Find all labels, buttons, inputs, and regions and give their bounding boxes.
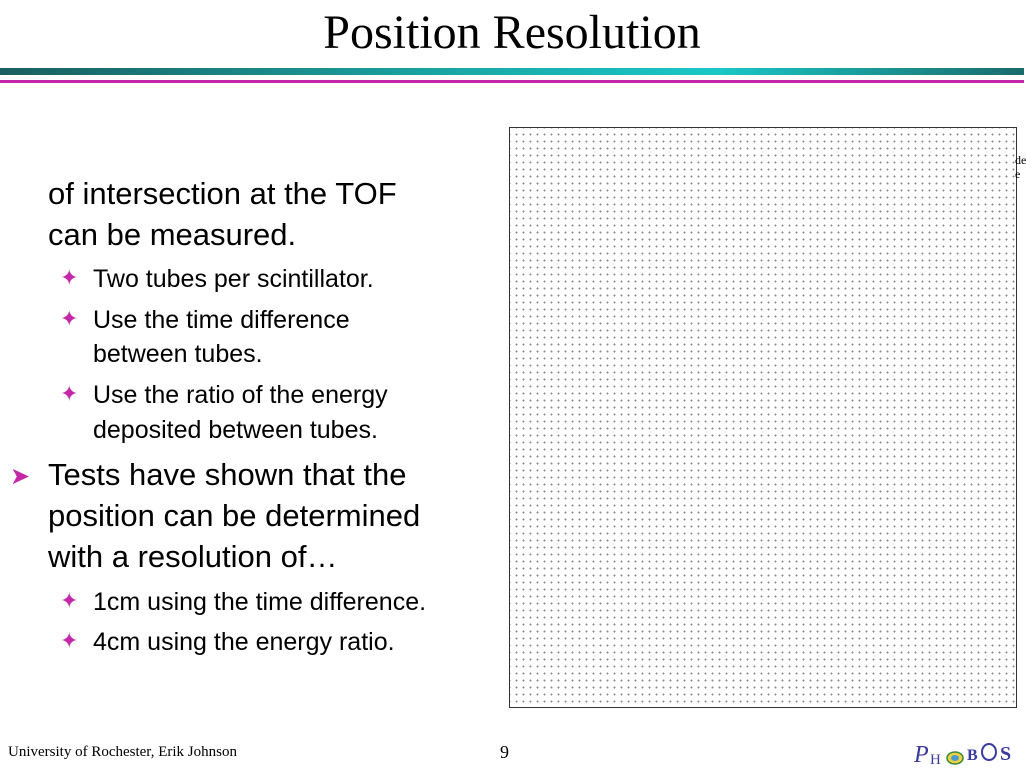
- logo-o-center: [951, 755, 959, 761]
- clipped-figure-text-1: de: [1015, 153, 1026, 167]
- sub-bullet-3-line2: deposited between tubes.: [93, 416, 378, 444]
- main-bullet-2-line2: position can be determined: [48, 498, 421, 533]
- page-number: 9: [500, 742, 509, 762]
- sub-bullet-1: Two tubes per scintillator.: [93, 265, 374, 293]
- sub-bullet-5: 4cm using the energy ratio.: [93, 628, 395, 656]
- sub-bullet-2-line2: between tubes.: [93, 340, 263, 368]
- slide-title: Position Resolution: [323, 6, 701, 59]
- clipped-figure-text-2: e: [1015, 167, 1021, 181]
- figure-placeholder: [509, 127, 1017, 708]
- main-bullet-2-line3: with a resolution of…: [48, 539, 338, 574]
- logo-h-glyph: H: [930, 752, 941, 768]
- arrow-bullet-icon: ➤: [10, 462, 31, 490]
- sub-bullet-3-line1: Use the ratio of the energy: [93, 381, 388, 409]
- bullet-text-intro-line2: can be measured.: [48, 217, 297, 252]
- bullet-text-intro-line1: of intersection at the TOF: [48, 176, 397, 211]
- logo-b-glyph: B: [967, 747, 978, 764]
- logo-p-glyph: P: [914, 742, 929, 768]
- star-bullet-icon: ✦: [60, 382, 79, 407]
- sub-bullet-4: 1cm using the time difference.: [93, 588, 427, 616]
- title-underline-magenta: [0, 80, 1024, 83]
- star-bullet-icon: ✦: [60, 589, 79, 614]
- title-underline-teal: [0, 68, 1024, 75]
- star-bullet-icon: ✦: [60, 307, 79, 332]
- logo-o2-glyph: [982, 744, 996, 760]
- main-bullet-2-line1: Tests have shown that the: [48, 457, 407, 492]
- logo-s-glyph: S: [1000, 743, 1012, 765]
- sub-bullet-2-line1: Use the time difference: [93, 306, 350, 334]
- footer-author: University of Rochester, Erik Johnson: [8, 744, 237, 760]
- phobos-logo: [912, 738, 1020, 768]
- star-bullet-icon: ✦: [60, 629, 79, 654]
- star-bullet-icon: ✦: [60, 266, 79, 291]
